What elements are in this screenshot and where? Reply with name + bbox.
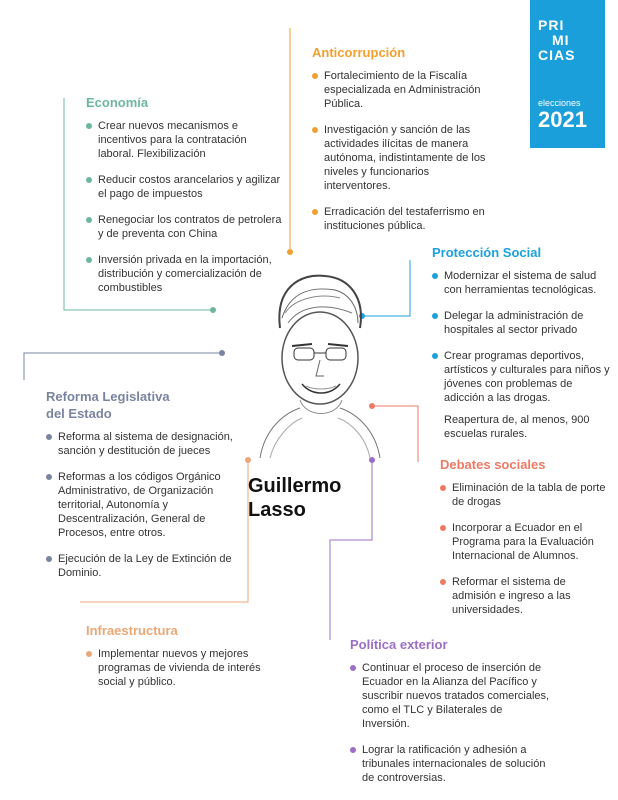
bullet-dot: [440, 579, 446, 585]
section-title: Infraestructura: [86, 623, 178, 638]
list-item: Erradicación del testaferrismo en instituciones pública.: [312, 205, 497, 233]
list-item: Inversión privada en la importación, distribución y comercialización de combustibles: [86, 253, 282, 295]
section-title: Política exterior: [350, 637, 448, 652]
list-item: Reducir costos arancelarios y agilizar el pago de impuestos: [86, 173, 282, 201]
economia-connector-dot: [210, 307, 216, 313]
list-item: Implementar nuevos y mejores programas de vivienda de interés social y público.: [86, 647, 266, 689]
section-infraestructura: [86, 622, 266, 701]
list-item: Reformas a los códigos Orgánico Administrativo, de Organización territorial, Autonomía y Descentralización, General de Procesos, entre otros.: [46, 470, 236, 540]
election-year: 2021: [538, 107, 587, 132]
bullet-dot: [86, 123, 92, 129]
reforma-connector: [24, 353, 222, 380]
section-politica-exterior: [350, 636, 550, 797]
bullet-dot: [46, 556, 52, 562]
list-item: Lograr la ratificación y adhesión a tribunales internacionales de solución de controversias.: [350, 743, 550, 785]
bullet-dot: [312, 127, 318, 133]
bullet-dot: [350, 665, 356, 671]
bullet-dot: [312, 209, 318, 215]
section-title: Anticorrupción: [312, 45, 406, 60]
bullet-dot: [46, 474, 52, 480]
bullet-dot: [312, 73, 318, 79]
section-title: Economía: [86, 95, 149, 110]
candidate-name: Guillermo Lasso: [248, 475, 342, 521]
bullet-dot: [350, 747, 356, 753]
list-item: Crear nuevos mecanismos e incentivos para la contratación laboral. Flexibilización: [86, 119, 282, 161]
bullet-dot: [432, 313, 438, 319]
list-item: Reapertura de, al menos, 900 escuelas rurales.: [444, 414, 590, 440]
primicias-elecciones-badge: [530, 0, 605, 148]
list-item: Reforma al sistema de designación, sanción y destitución de jueces: [46, 430, 236, 458]
section-title: Reforma Legislativa del Estado: [46, 389, 170, 421]
list-item: Investigación y sanción de las actividades ilícitas de manera autónoma, indistintamente de los niveles y funcionarios interventores.: [312, 123, 497, 193]
primicias-logo: PRI MI CIAS: [538, 17, 576, 63]
bullet-dot: [46, 434, 52, 440]
list-item: Modernizar el sistema de salud con herramientas tecnológicas.: [432, 269, 610, 297]
bullet-dot: [440, 525, 446, 531]
section-anticorrupcion: [312, 44, 497, 245]
list-item: Renegociar los contratos de petrolera y de preventa con China: [86, 213, 282, 241]
anticorrupcion-connector-dot: [287, 249, 293, 255]
section-reforma-legislativa: [46, 388, 236, 592]
section-economia: [86, 94, 282, 307]
list-item: Crear programas deportivos, artísticos y culturales para niños y jóvenes con problemas de adicción a las drogas.: [432, 349, 610, 405]
section-proteccion-social: [432, 244, 610, 453]
list-item: Delegar la administración de hospitales al sector privado: [432, 309, 610, 337]
list-item: Incorporar a Ecuador en el Programa para la Evaluación Internacional de Alumnos.: [440, 521, 610, 563]
bullet-dot: [432, 273, 438, 279]
reforma-connector-dot: [219, 350, 225, 356]
bullet-dot: [86, 217, 92, 223]
section-title: Protección Social: [432, 245, 542, 260]
bullet-dot: [86, 651, 92, 657]
section-debates-sociales: [440, 456, 610, 629]
elecciones-label: elecciones: [538, 98, 581, 108]
list-item: Reformar el sistema de admisión e ingreso a las universidades.: [440, 575, 610, 617]
bullet-dot: [432, 353, 438, 359]
bullet-dot: [86, 257, 92, 263]
list-item: Ejecución de la Ley de Extinción de Dominio.: [46, 552, 236, 580]
bullet-dot: [86, 177, 92, 183]
list-item: Eliminación de la tabla de porte de drogas: [440, 481, 610, 509]
list-item: Fortalecimiento de la Fiscalía especializada en Administración Pública.: [312, 69, 497, 111]
bullet-dot: [440, 485, 446, 491]
section-title: Debates sociales: [440, 457, 546, 472]
list-item: Continuar el proceso de inserción de Ecuador en la Alianza del Pacífico y suscribir nuevos tratados comerciales, como el TLC y Bilaterales de Inversión.: [350, 661, 550, 731]
